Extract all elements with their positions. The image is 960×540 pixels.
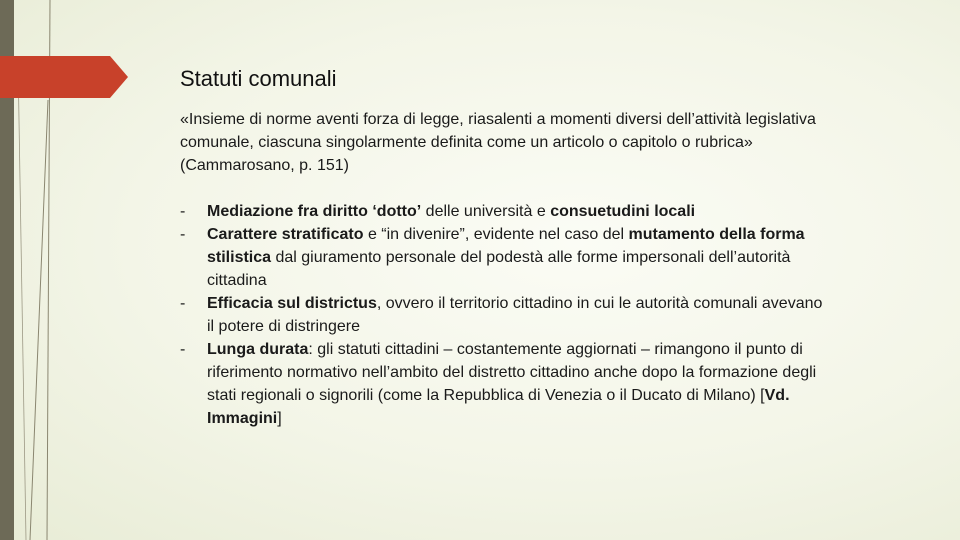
bullet-bold-text: Efficacia sul districtus — [207, 295, 377, 312]
bullet-dash: - — [180, 341, 186, 358]
bullet-bold-text: mutamento della forma stilistica — [207, 226, 805, 266]
bullet-dash: - — [180, 226, 186, 243]
bullet-text: , ovvero il territorio cittadino in cui le autorità comunali avevano il potere di distringere — [207, 295, 823, 335]
bullet-dash: - — [180, 295, 186, 312]
bullet-bold-text: Mediazione fra diritto ‘dotto’ — [207, 203, 422, 220]
slide-title: Statuti comunali — [180, 66, 337, 91]
title-accent-arrow — [0, 56, 128, 98]
bullet-text: ] — [277, 410, 282, 427]
bullet-item — [180, 200, 830, 223]
bullet-text: e “in divenire”, evidente nel caso del — [363, 226, 629, 243]
bullet-item — [180, 223, 830, 292]
bullet-text: delle università e — [421, 203, 551, 220]
bullet-bold-text: Carattere stratificato — [207, 226, 364, 243]
bullet-bold-text: consuetudini locali — [550, 203, 696, 220]
definition-quote: «Insieme di norme aventi forza di legge, riasalenti a momenti diversi dell’attività legislativa comunale, ciascuna singolarmente definita come un articolo o capitolo o rubrica» (Cammarosano, p. 151) — [180, 111, 816, 174]
bullet-list — [180, 200, 830, 430]
bullet-dash: - — [180, 203, 186, 220]
bullet-bold-text: Vd. Immagini — [207, 387, 790, 427]
bullet-item — [180, 338, 830, 430]
bullet-bold-text: Lunga durata — [207, 341, 309, 358]
bullet-item — [180, 292, 830, 338]
bullet-text: : gli statuti cittadini – costantemente aggiornati – rimangono il punto di riferimento normativo nell’ambito del distretto cittadino anche dopo la formazione degli stati regionali o signorili (come la Repubblica di Venezia o il Ducato di Milano) [ — [207, 341, 817, 404]
bullet-text: dal giuramento personale del podestà alle forme impersonali dell’autorità cittadina — [207, 249, 791, 289]
